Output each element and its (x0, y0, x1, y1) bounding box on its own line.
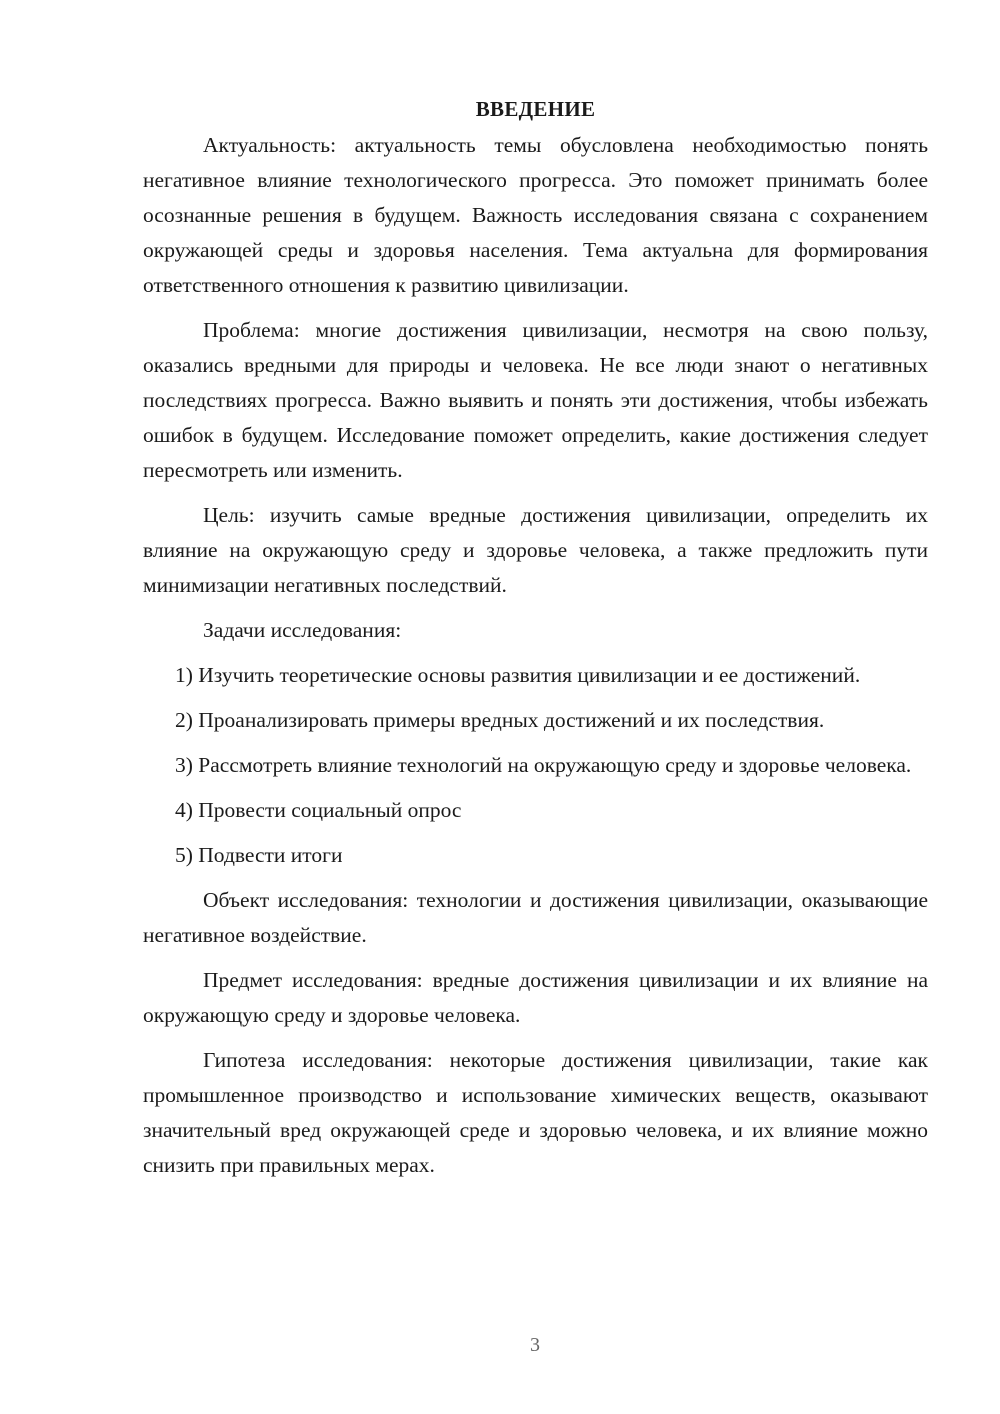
task-item-4: 4) Провести социальный опрос (175, 798, 462, 822)
tasks-list (143, 658, 928, 873)
task-item-5: 5) Подвести итоги (175, 843, 343, 867)
goal-paragraph: Цель: изучить самые вредные достижения цивилизации, определить их влияние на окружающую среду и здоровье человека, а также предложить пути минимизации негативных последствий. (143, 503, 928, 597)
hypothesis-paragraph: Гипотеза исследования: некоторые достижения цивилизации, такие как промышленное производство и использование химических веществ, оказывают значительный вред окружающей среде и здоровью человека, и их влияние можно снизить при правильных мерах. (143, 1048, 928, 1177)
page-title: ВВЕДЕНИЕ (475, 97, 596, 121)
problem-paragraph: Проблема: многие достижения цивилизации, несмотря на свою пользу, оказались вредными для природы и человека. Не все люди знают о негативных последствиях прогресса. Важно выявить и понять эти достижения, чтобы избежать ошибок в будущем. Исследование поможет определить, какие достижения следует пересмотреть или изменить. (143, 318, 928, 482)
task-item-3: 3) Рассмотреть влияние технологий на окружающую среду и здоровье человека. (175, 753, 912, 777)
relevance-paragraph: Актуальность: актуальность темы обусловлена необходимостью понять негативное влияние технологического прогресса. Это поможет принимать более осознанные решения в будущем. Важность исследования связана с сохранением окружающей среды и здоровья населения. Тема актуальна для формирования ответственного отношения к развитию цивилизации. (143, 133, 928, 297)
document-page (143, 92, 928, 1183)
tasks-heading: Задачи исследования: (203, 618, 402, 642)
subject-paragraph: Предмет исследования: вредные достижения цивилизации и их влияние на окружающую среду и здоровье человека. (143, 968, 928, 1027)
object-paragraph: Объект исследования: технологии и достижения цивилизации, оказывающие негативное воздействие. (143, 888, 928, 947)
page-number: 3 (530, 1334, 540, 1356)
task-item-1: 1) Изучить теоретические основы развития цивилизации и ее достижений. (175, 663, 861, 687)
task-item-2: 2) Проанализировать примеры вредных достижений и их последствия. (175, 708, 825, 732)
